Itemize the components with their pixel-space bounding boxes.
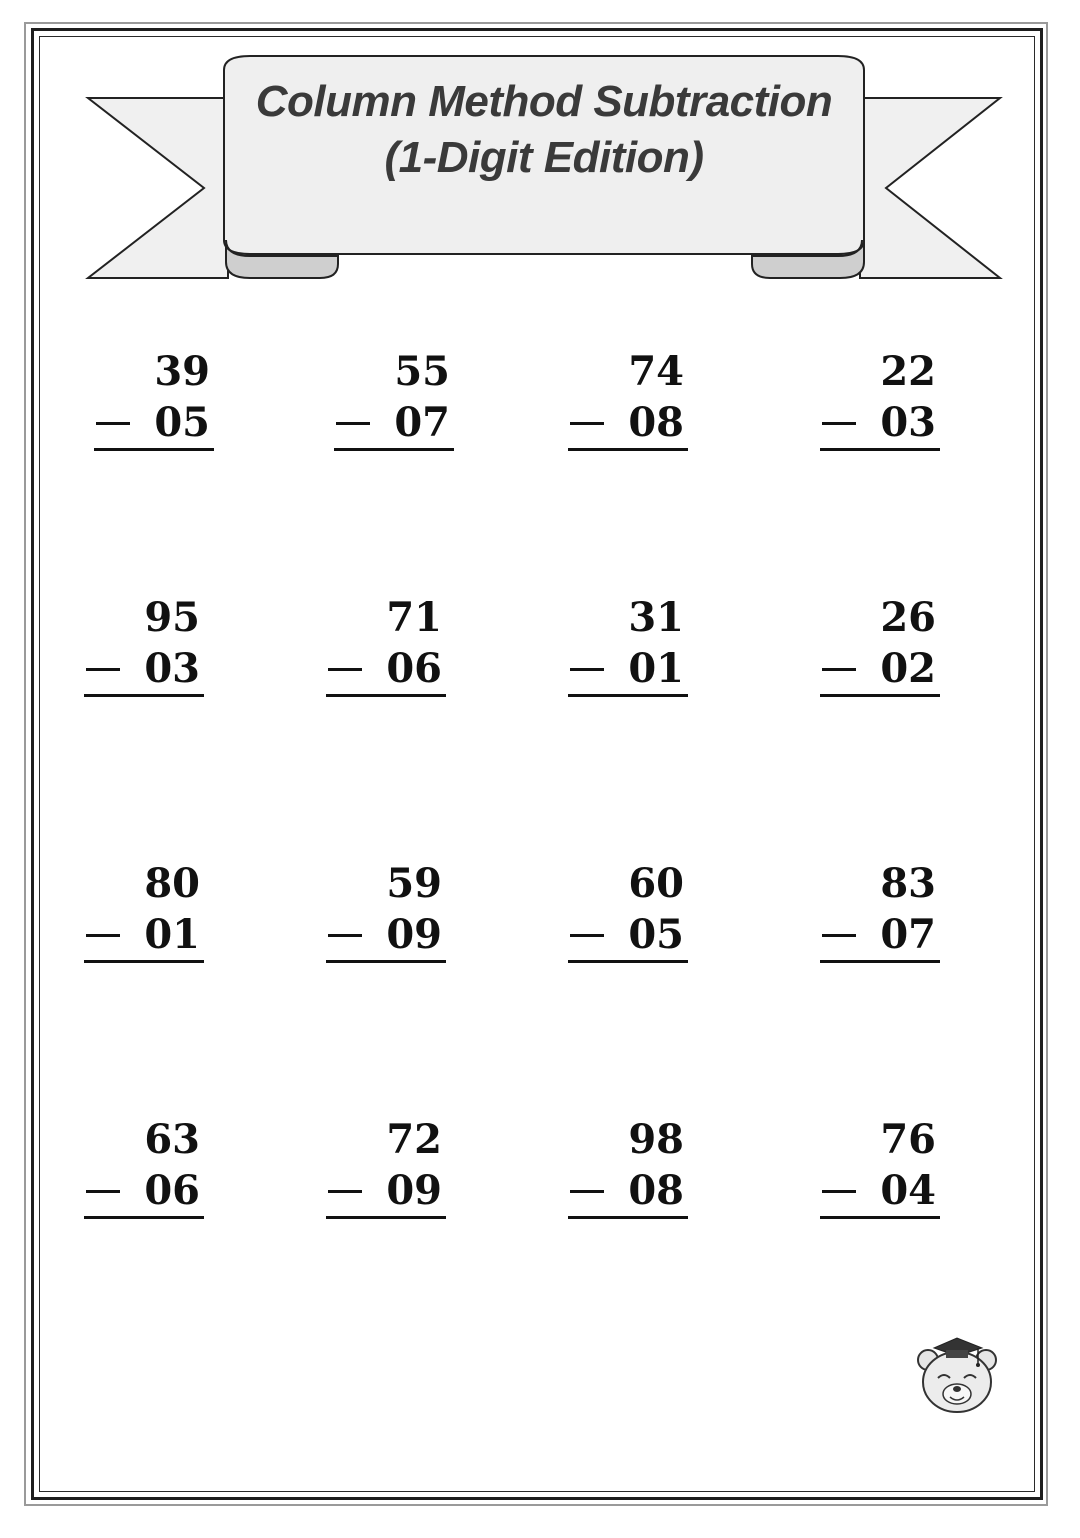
minuend: 76: [880, 1116, 936, 1163]
subtrahend: 09: [386, 911, 442, 958]
bear-graduate-icon: [914, 1334, 1000, 1416]
minuend: 26: [880, 594, 936, 641]
subtrahend: 03: [880, 399, 936, 446]
minus-sign-icon: [570, 422, 604, 425]
minus-sign-icon: [328, 668, 362, 671]
subtrahend: 03: [144, 645, 200, 692]
minus-sign-icon: [86, 1190, 120, 1193]
problem-5: [84, 592, 204, 697]
problem-12: [820, 858, 940, 963]
minus-sign-icon: [570, 668, 604, 671]
subtrahend: 05: [628, 911, 684, 958]
minuend: 59: [386, 860, 442, 907]
minuend: 39: [154, 348, 210, 395]
subtrahend: 05: [154, 399, 210, 446]
minuend: 80: [144, 860, 200, 907]
problem-16: [820, 1114, 940, 1219]
minus-sign-icon: [96, 422, 130, 425]
problem-4: [820, 346, 940, 451]
problem-13: [84, 1114, 204, 1219]
minuend: 72: [386, 1116, 442, 1163]
problem-10: [326, 858, 446, 963]
minus-sign-icon: [822, 1190, 856, 1193]
worksheet-title: [220, 74, 868, 186]
problem-3: [568, 346, 688, 451]
minus-sign-icon: [336, 422, 370, 425]
problem-15: [568, 1114, 688, 1219]
problem-8: [820, 592, 940, 697]
minuend: 63: [144, 1116, 200, 1163]
problem-11: [568, 858, 688, 963]
minus-sign-icon: [328, 1190, 362, 1193]
minus-sign-icon: [86, 934, 120, 937]
minus-sign-icon: [822, 668, 856, 671]
problem-2: [334, 346, 454, 451]
minuend: 95: [144, 594, 200, 641]
minuend: 71: [386, 594, 442, 641]
subtrahend: 07: [880, 911, 936, 958]
minus-sign-icon: [328, 934, 362, 937]
minus-sign-icon: [822, 422, 856, 425]
subtrahend: 08: [628, 1167, 684, 1214]
problem-6: [326, 592, 446, 697]
title-line-1: Column Method Subtraction: [255, 77, 833, 126]
minus-sign-icon: [570, 1190, 604, 1193]
subtrahend: 01: [628, 645, 684, 692]
subtrahend: 02: [880, 645, 936, 692]
minuend: 55: [394, 348, 450, 395]
minuend: 74: [628, 348, 684, 395]
minuend: 22: [880, 348, 936, 395]
subtrahend: 04: [880, 1167, 936, 1214]
problem-14: [326, 1114, 446, 1219]
title-line-2: (1-Digit Edition): [384, 133, 704, 182]
subtrahend: 09: [386, 1167, 442, 1214]
problem-9: [84, 858, 204, 963]
minus-sign-icon: [86, 668, 120, 671]
subtrahend: 07: [394, 399, 450, 446]
minus-sign-icon: [822, 934, 856, 937]
minuend: 31: [628, 594, 684, 641]
subtrahend: 08: [628, 399, 684, 446]
problem-7: [568, 592, 688, 697]
problem-1: [94, 346, 214, 451]
minuend: 98: [628, 1116, 684, 1163]
minus-sign-icon: [570, 934, 604, 937]
subtrahend: 01: [144, 911, 200, 958]
minuend: 83: [880, 860, 936, 907]
subtrahend: 06: [144, 1167, 200, 1214]
subtrahend: 06: [386, 645, 442, 692]
minuend: 60: [628, 860, 684, 907]
